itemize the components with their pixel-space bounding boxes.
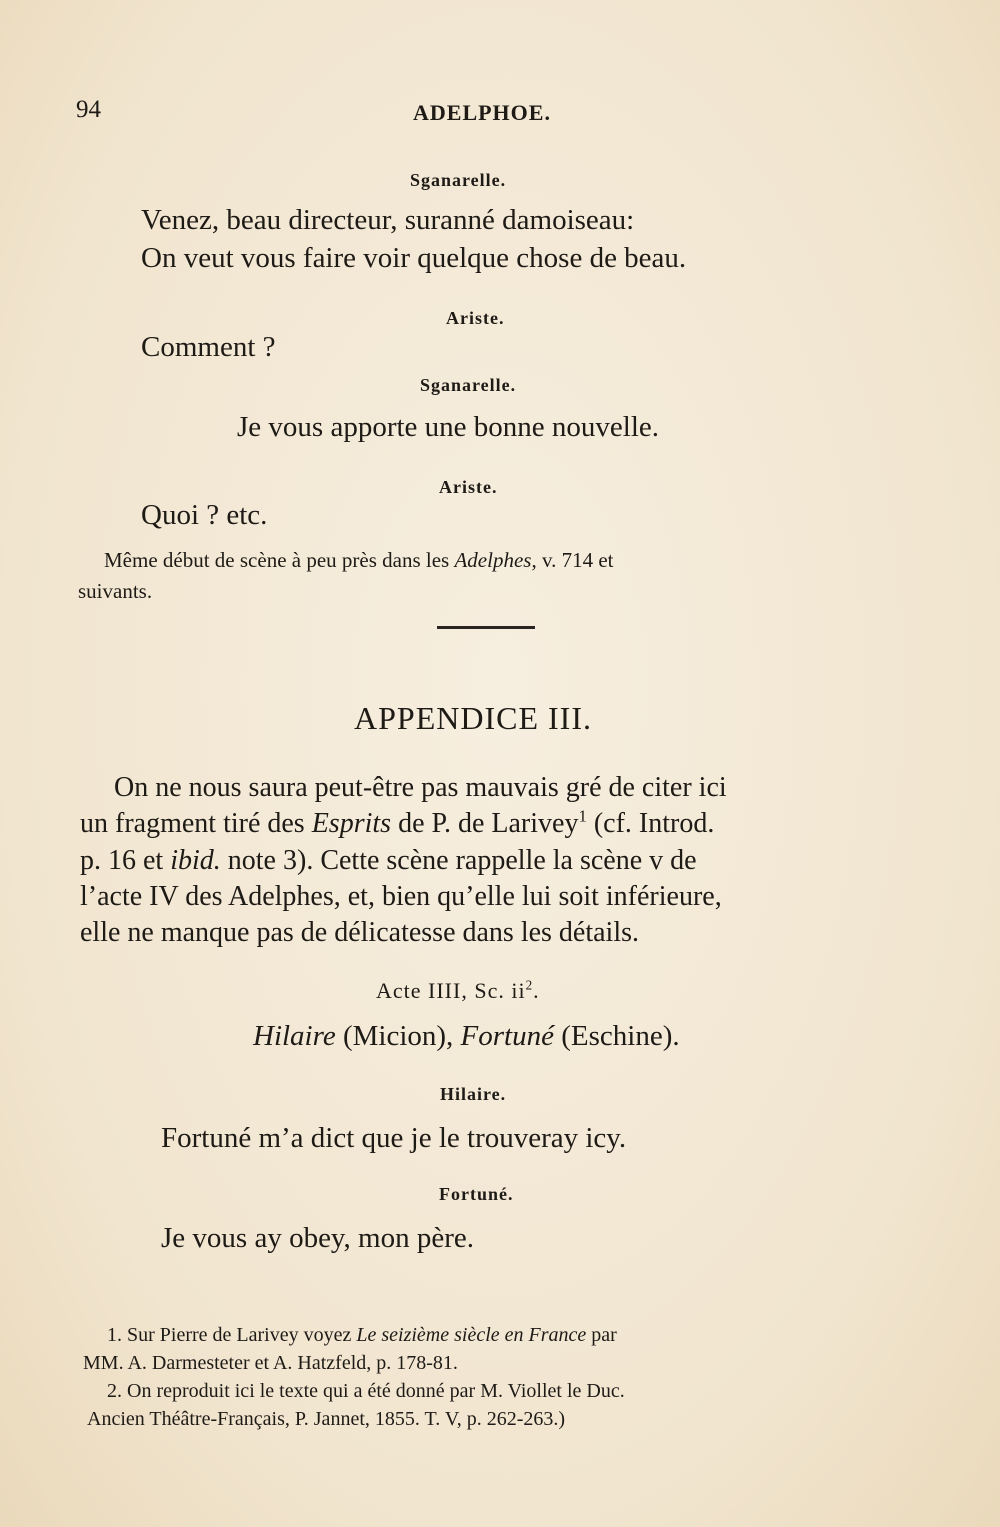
footnote-ref[interactable]: 1 — [578, 806, 587, 826]
cast-line — [253, 1020, 680, 1053]
paragraph-line: elle ne manque pas de délicatesse dans les détails. — [80, 917, 640, 948]
verse-line: On veut vous faire voir quelque chose de beau. — [141, 242, 687, 274]
footnote-line: 2. On reproduit ici le texte qui a été donné par M. Viollet le Duc. — [107, 1380, 625, 1402]
footnote-text: 1. Sur Pierre de Larivey voyez — [107, 1324, 357, 1346]
verse-line: Comment ? — [141, 331, 276, 363]
verse-line: Je vous ay obey, mon père. — [161, 1222, 475, 1254]
appendix-title: APPENDICE III. — [354, 700, 592, 736]
act-text: Acte IIII, Sc. ii — [376, 978, 526, 1003]
speaker-label: Fortuné. — [439, 1184, 514, 1204]
speaker-label: Sganarelle. — [420, 375, 517, 395]
para-text: un fragment tiré des — [80, 808, 312, 839]
paragraph-line: On ne nous saura peut-être pas mauvais gré de citer ici — [114, 772, 727, 803]
section-divider — [437, 626, 535, 629]
footnote-ref[interactable]: 2 — [525, 977, 534, 993]
para-text: de P. de Larivey — [391, 808, 579, 839]
act-text: . — [533, 978, 540, 1003]
para-italic: ibid. — [170, 845, 221, 876]
cast-italic: Fortuné — [460, 1020, 554, 1052]
footnote-line — [107, 1324, 617, 1347]
speaker-label: Ariste. — [446, 308, 505, 328]
cast-text: (Eschine). — [553, 1020, 680, 1052]
para-text: (cf. Introd. — [586, 808, 715, 839]
para-italic: Esprits — [311, 808, 392, 839]
paragraph-line — [80, 845, 697, 877]
remark-line — [104, 548, 614, 573]
speaker-label: Hilaire. — [440, 1084, 507, 1104]
act-scene-heading — [376, 978, 540, 1004]
remark-text: , v. 714 et — [531, 548, 614, 572]
verse-line: Je vous apporte une bonne nouvelle. — [237, 411, 660, 443]
footnote-line: MM. A. Darmesteter et A. Hatzfeld, p. 178-81. — [83, 1352, 458, 1374]
speaker-label: Ariste. — [439, 477, 498, 497]
verse-line: Quoi ? etc. — [141, 499, 268, 531]
paragraph-line — [80, 808, 714, 840]
para-text: p. 16 et — [80, 845, 171, 876]
paragraph-line: l’acte IV des Adelphes, et, bien qu’elle lui soit inférieure, — [80, 881, 722, 912]
running-title: ADELPHOE. — [413, 100, 551, 125]
footnote-italic: Le seizième siècle en France — [356, 1324, 587, 1346]
speaker-label: Sganarelle. — [410, 170, 507, 190]
remark-line: suivants. — [78, 579, 153, 603]
page-number: 94 — [76, 96, 101, 123]
verse-line: Venez, beau directeur, suranné damoiseau: — [141, 204, 635, 236]
remark-text: Même début de scène à peu près dans les — [104, 548, 455, 572]
remark-italic: Adelphes — [454, 548, 532, 572]
cast-italic: Hilaire — [253, 1020, 336, 1052]
verse-line: Fortuné m’a dict que je le trouveray icy. — [161, 1122, 627, 1154]
para-text: note 3). Cette scène rappelle la scène v de — [220, 845, 697, 876]
cast-text: (Micion), — [335, 1020, 461, 1052]
footnote-text: par — [586, 1324, 617, 1346]
footnote-line: Ancien Théâtre-Français, P. Jannet, 1855. T. V, p. 262-263.) — [87, 1408, 566, 1430]
